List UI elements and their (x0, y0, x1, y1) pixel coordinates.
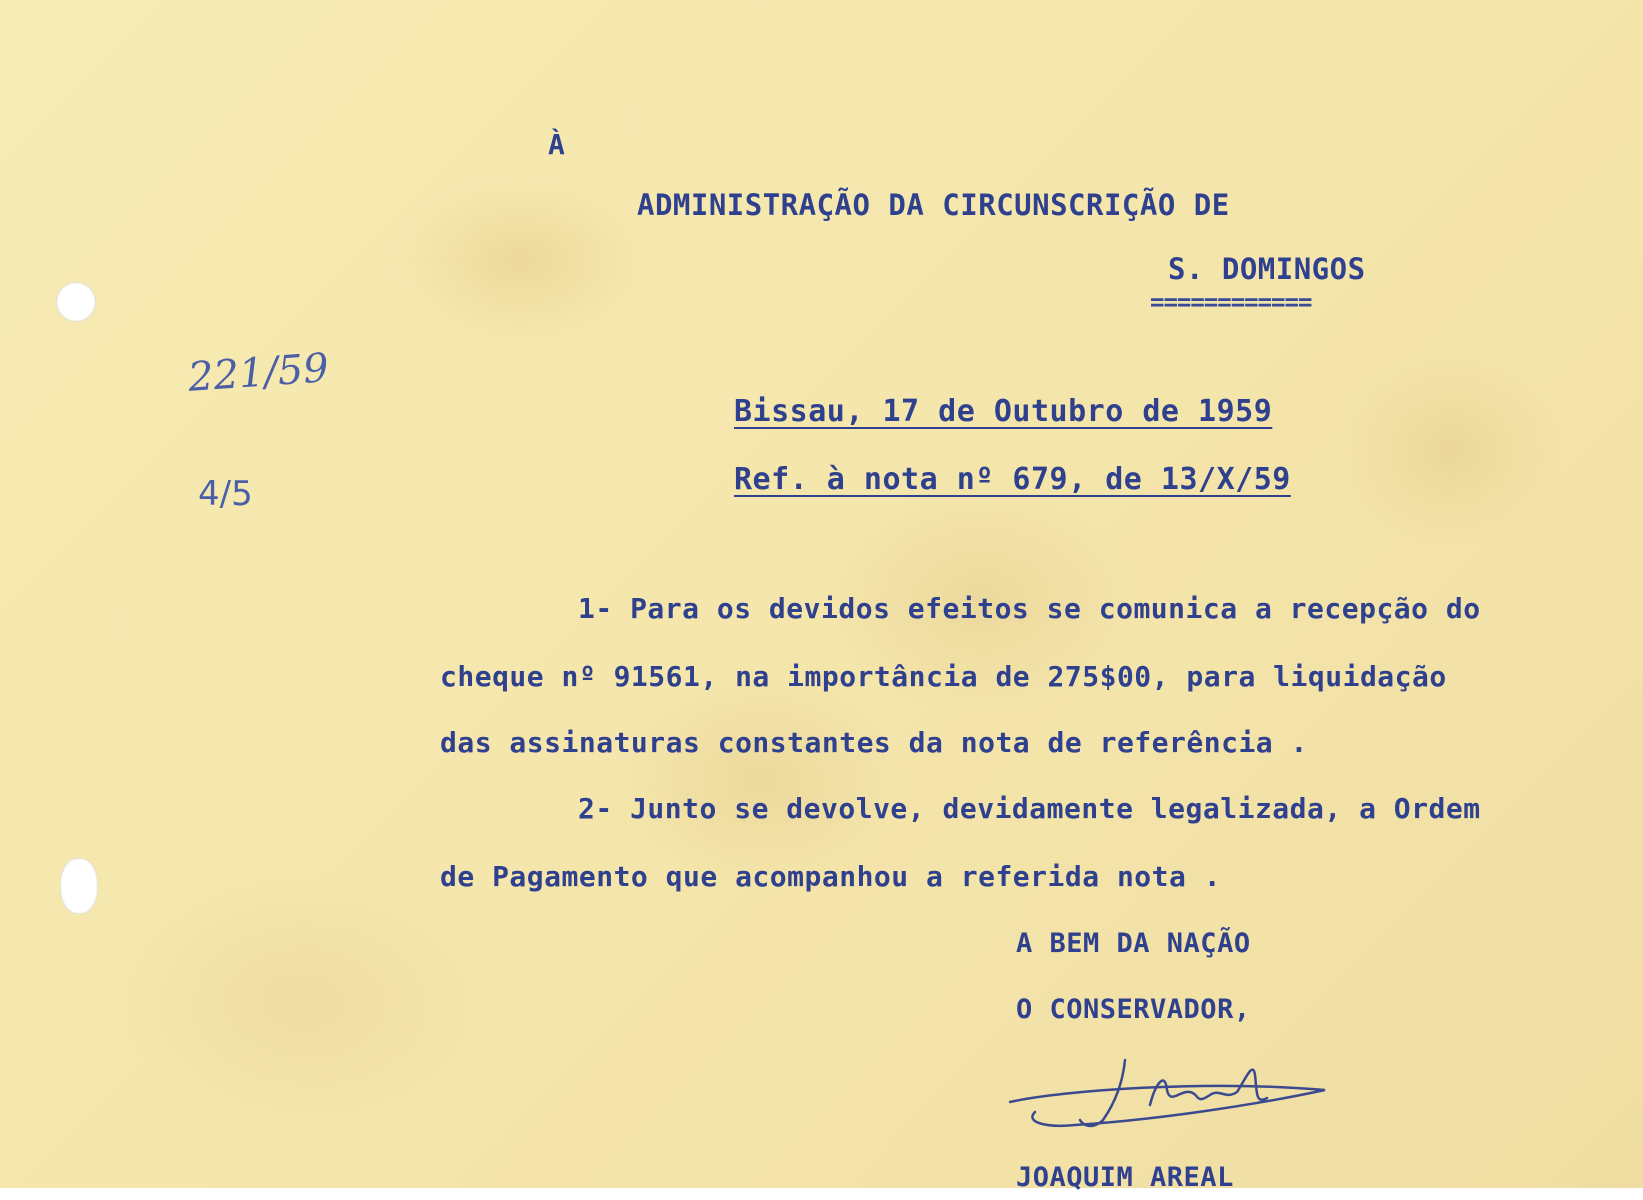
signer-title: O CONSERVADOR, (1016, 994, 1251, 1025)
paragraph-1-line-2: cheque nº 91561, na importância de 275$00, para liquidação (440, 660, 1447, 693)
reference-line: Ref. à nota nº 679, de 13/X/59 (734, 462, 1291, 497)
closing-phrase: A BEM DA NAÇÃO (1016, 928, 1251, 959)
paragraph-2-line-2: de Pagamento que acompanhou a referida nota . (440, 860, 1222, 893)
margin-page: 4/5 (198, 474, 253, 514)
margin-number: 221/59 (186, 345, 331, 401)
signer-name: JOAQUIM AREAL (1016, 1162, 1234, 1193)
paragraph-2-line-1: 2- Junto se devolve, devidamente legalizada, a Ordem (578, 792, 1481, 825)
punch-hole-top (56, 282, 96, 322)
signature-image (1005, 1050, 1335, 1150)
paragraph-1-line-1: 1- Para os devidos efeitos se comunica a recepção do (578, 592, 1481, 625)
addressee-line-1: ADMINISTRAÇÃO DA CIRCUNSCRIÇÃO DE (637, 188, 1230, 222)
salutation: À (548, 128, 566, 161)
addressee-line-2: S. DOMINGOS (1168, 252, 1366, 286)
punch-hole-bottom (60, 858, 98, 914)
addressee-rule: ============ (1150, 288, 1312, 316)
place-date: Bissau, 17 de Outubro de 1959 (734, 394, 1273, 429)
paragraph-1-line-3: das assinaturas constantes da nota de referência . (440, 726, 1308, 759)
